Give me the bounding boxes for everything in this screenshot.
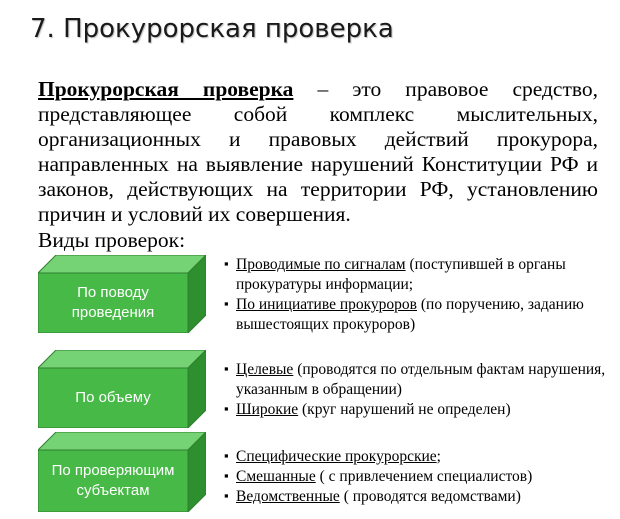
item-term: Смешанные: [236, 468, 316, 485]
list-item: ▪ По инициативе прокуроров (по поручению, заданию вышестоящих прокуроров): [224, 296, 584, 333]
list-item: ▪ Специфические прокурорские;: [224, 448, 441, 465]
list-item: ▪ Смешанные ( с привлечением специалистов): [224, 468, 533, 485]
item-text: ;: [436, 448, 441, 465]
definition-term: Прокурорская проверка: [38, 77, 294, 101]
list-item: ▪ Ведомственные ( проводятся ведомствами): [224, 488, 521, 505]
item-text: (проводятся по отдельным фактам нарушения, указанным в обращении): [236, 361, 606, 398]
item-text: (круг нарушений не определен): [298, 401, 511, 418]
item-term: По инициативе прокуроров: [236, 296, 417, 313]
item-term: Широкие: [236, 401, 299, 418]
definition-text: – это правовое средство, представляющее собой комплекс мыслительных, организационных и правовых действий прокурора, направленных на выявление нарушений Конституции РФ и законов, действующих на территории РФ, установлению причин и условий их совершения.: [38, 77, 598, 226]
list-item: ▪ Целевые (проводятся по отдельным фактам нарушения, указанным в обращении): [224, 361, 606, 398]
list-item: ▪ Широкие (круг нарушений не определен): [224, 401, 511, 418]
slide-title: 7. Прокурорская проверка: [30, 14, 394, 44]
item-term: Целевые: [236, 361, 294, 378]
category-box-label: По проверяющим субъектам: [51, 462, 175, 499]
list-item: ▪ Проводимые по сигналам (поступившей в органы прокуратуры информации;: [224, 256, 566, 293]
item-text: (по поручению, заданию вышестоящих прокуроров): [236, 296, 584, 333]
items-list-scope: [224, 360, 614, 420]
items-list-subjects: [224, 447, 614, 507]
item-term: Ведомственные: [236, 488, 340, 505]
definition-paragraph: [38, 77, 598, 227]
items-list-reason: [224, 255, 614, 335]
item-text: ( с привлечением специалистов): [315, 468, 533, 485]
types-heading: Виды проверок:: [38, 228, 186, 252]
item-text: (поступившей в органы прокуратуры информации;: [236, 256, 566, 293]
category-box-label: По объему: [75, 389, 151, 406]
category-box-subjects: [38, 432, 206, 512]
item-text: ( проводятся ведомствами): [339, 488, 521, 505]
category-box-label: По поводу проведения: [71, 284, 155, 321]
category-box-reason: [38, 255, 206, 333]
item-term: Специфические прокурорские: [236, 448, 437, 465]
category-box-scope: [38, 350, 206, 428]
item-term: Проводимые по сигналам: [236, 256, 406, 273]
